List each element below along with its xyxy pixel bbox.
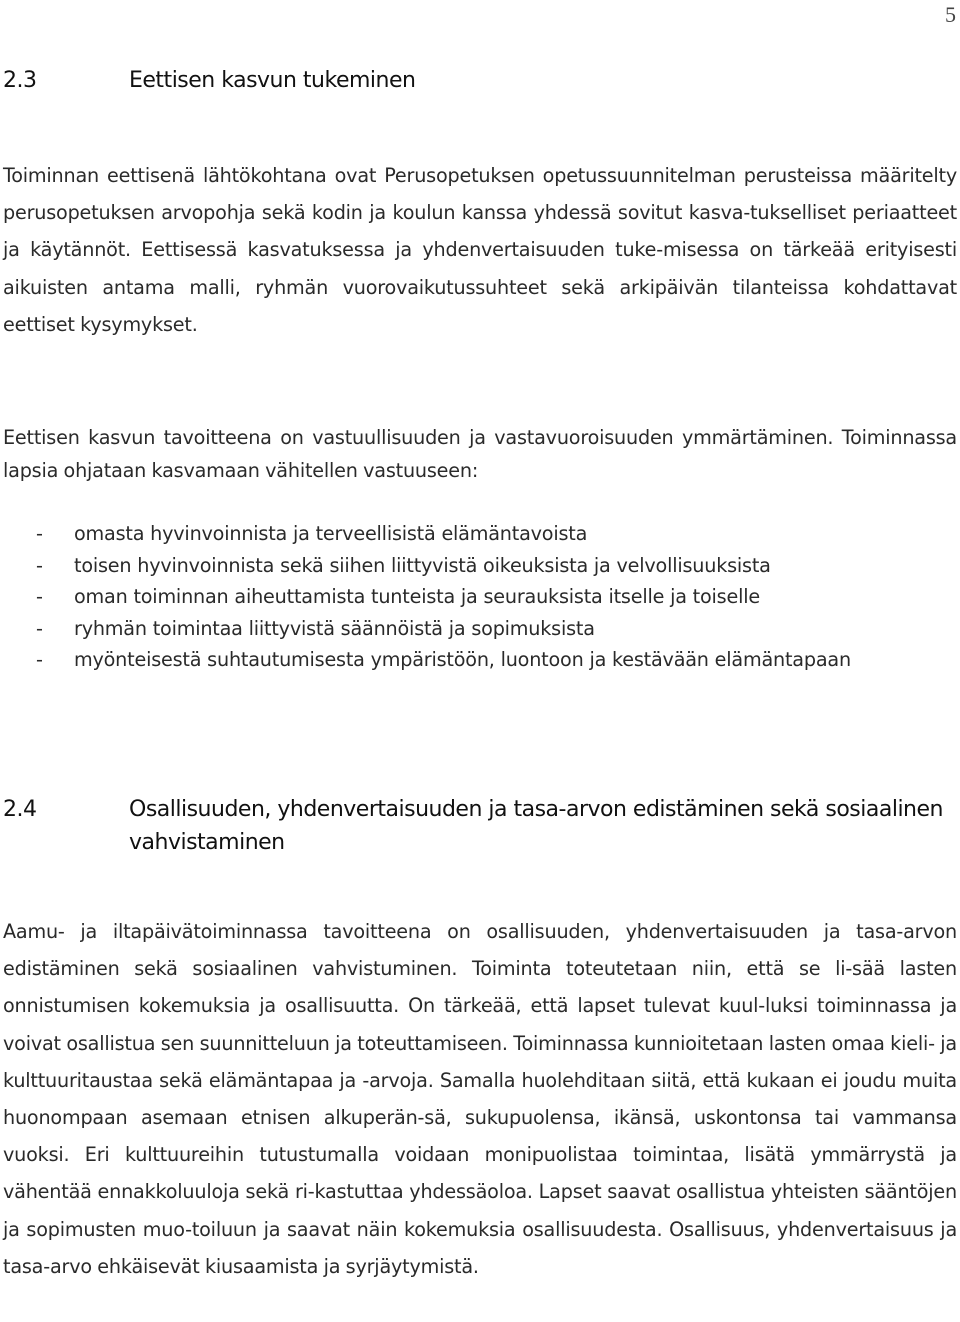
section-number: 2.4 <box>3 797 37 822</box>
list-item-text: omasta hyvinvoinnista ja terveellisistä elämäntavoista <box>74 522 588 545</box>
list-item-text: myönteisestä suhtautumisesta ympäristöön, luontoon ja kestävään elämäntapaan <box>74 648 851 672</box>
body-paragraph: Eettisen kasvun tavoitteena on vastuullisuuden ja vastavuoroisuuden ymmärtäminen. Toiminnassa lapsia ohjataan kasvamaan vähitellen vastuuseen: <box>3 426 957 482</box>
section-title: Osallisuuden, yhdenvertaisuuden ja tasa-arvon edistäminen sekä sosiaalinen vahvistaminen <box>129 797 943 855</box>
section-heading-2-3 <box>3 64 959 97</box>
list-item <box>36 550 851 582</box>
body-paragraph: Aamu- ja iltapäivätoiminnassa tavoitteena on osallisuuden, yhdenvertaisuuden ja tasa-arvon edistäminen sekä sosiaalinen vahvistuminen. Toiminta toteutetaan niin, että se li-sää lasten onnistumisen kokemuksia ja osallisuutta. On tärkeää, että lapset tulevat kuul-luksi toiminnassa ja voivat osallistua sen suunnitteluun ja toteuttamiseen. Toiminnassa kunnioitetaan lasten omaa kieli- ja kulttuuritaustaa sekä elämäntapaa ja -arvoja. Samalla huolehditaan siitä, että kukaan ei joudu muita huonompaan asemaan etnisen alkuperän-sä, sukupuolensa, ikänsä, uskontonsa tai vammansa vuoksi. Eri kulttuureihin tutustumalla voidaan monipuolistaa toimintaa, lisätä ymmärrystä ja vähentää ennakkoluuloja sekä ri-kastuttaa yhdessäoloa. Lapset saavat osallistua yhteisten sääntöjen ja sopimusten muo-toiluun ja saavat näin kokemuksia osallisuudesta. Osallisuus, yhdenvertaisuus ja tasa-arvo ehkäisevät kiusaamista ja syrjäytymistä. <box>3 920 957 1278</box>
list-item-text: ryhmän toimintaa liittyvistä säännöistä ja sopimuksista <box>74 616 595 640</box>
bullet-list <box>36 518 851 676</box>
list-item <box>36 518 851 550</box>
list-item-text: oman toiminnan aiheuttamista tunteista ja seurauksista itselle ja toiselle <box>74 585 760 609</box>
section-heading-2-4 <box>3 793 959 859</box>
bullet-dash: - <box>36 585 43 609</box>
list-item-text: toisen hyvinvoinnista sekä siihen liittyvistä oikeuksista ja velvollisuuksista <box>74 553 771 577</box>
bullet-dash: - <box>36 648 43 672</box>
list-item <box>36 613 851 645</box>
bullet-dash: - <box>36 553 43 577</box>
page-number: 5 <box>945 2 956 27</box>
section-title: Eettisen kasvun tukeminen <box>129 68 416 93</box>
bullet-dash: - <box>36 616 43 640</box>
body-paragraph: Toiminnan eettisenä lähtökohtana ovat Perusopetuksen opetussuunnitelman perusteissa määritelty perusopetuksen arvopohja sekä kodin ja koulun kanssa yhdessä sovitut kasva-tukselliset periaatteet ja käytännöt. Eettisessä kasvatuksessa ja yhdenvertaisuuden tuke-misessa on tärkeää erityisesti aikuisten antama malli, ryhmän vuorovaikutussuhteet sekä arkipäivän tilanteissa kohdattavat eettiset kysymykset. <box>3 164 957 336</box>
bullet-dash: - <box>36 522 43 545</box>
list-item <box>36 644 851 676</box>
section-number: 2.3 <box>3 68 37 93</box>
list-item <box>36 581 851 613</box>
